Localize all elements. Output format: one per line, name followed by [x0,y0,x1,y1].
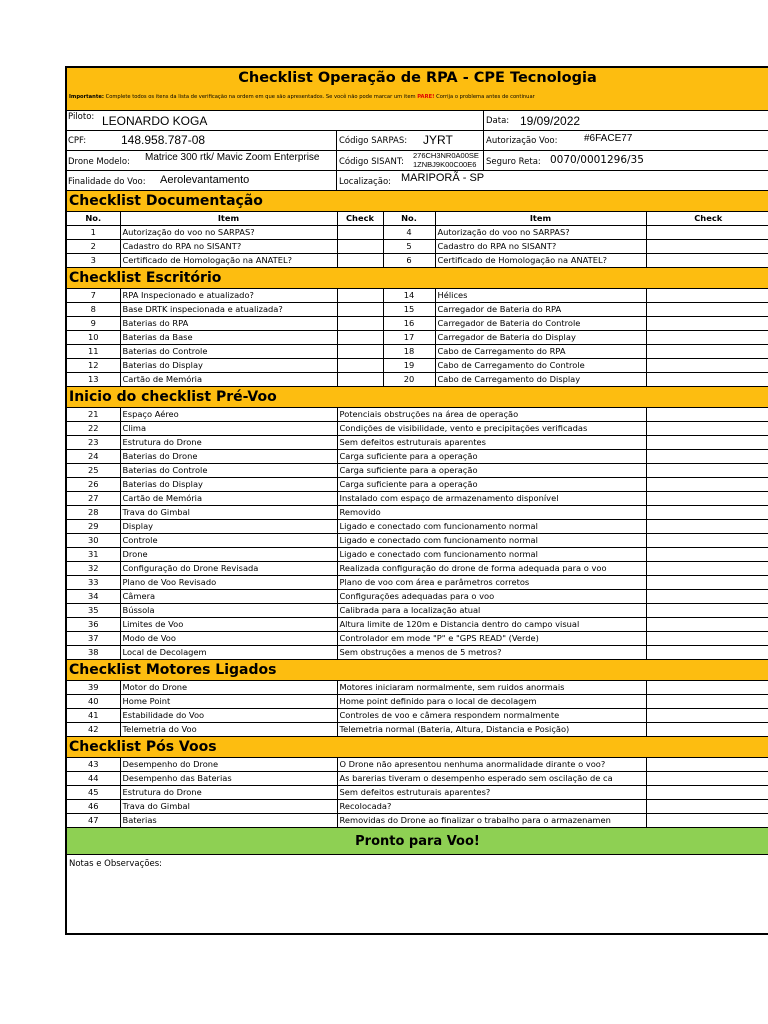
table-row [67,464,768,478]
item-number: 29 [67,520,120,534]
check-cell[interactable] [646,422,768,436]
item-label: Drone [120,548,337,562]
info-row-finalidade [67,171,768,191]
item-number: 5 [383,240,435,254]
table-row [67,408,768,422]
item-label: Carregador de Bateria do RPA [435,303,646,317]
item-number: 36 [67,618,120,632]
check-cell[interactable] [646,226,768,240]
table-row [67,506,768,520]
item-label: Cabo de Carregamento do Display [435,373,646,387]
check-cell[interactable] [646,772,768,786]
col-item: Item [435,212,646,226]
check-cell[interactable] [646,632,768,646]
item-label: Baterias do RPA [120,317,337,331]
table-row [67,618,768,632]
check-cell[interactable] [646,723,768,737]
col-check: Check [646,212,768,226]
item-number: 46 [67,800,120,814]
item-number: 20 [383,373,435,387]
table-row [67,681,768,695]
item-description: Sem defeitos estruturais aparentes? [337,786,646,800]
section-posvoo: Checklist Pós Voos [67,737,768,758]
item-number: 13 [67,373,120,387]
item-description: Telemetria normal (Bateria, Altura, Distancia e Posição) [337,723,646,737]
sheet-title: Checklist Operação de RPA - CPE Tecnologia [238,70,597,86]
table-row [67,576,768,590]
table-row [67,226,768,240]
table-row [67,492,768,506]
item-number: 42 [67,723,120,737]
check-cell[interactable] [337,359,383,373]
item-number: 23 [67,436,120,450]
item-label: Desempenho do Drone [120,758,337,772]
item-number: 1 [67,226,120,240]
item-number: 33 [67,576,120,590]
item-label: RPA Inspecionado e atualizado? [120,289,337,303]
notas-field[interactable] [67,855,768,873]
table-row [67,723,768,737]
item-label: Telemetria do Voo [120,723,337,737]
item-label: Limites de Voo [120,618,337,632]
item-label: Display [120,520,337,534]
item-number: 43 [67,758,120,772]
table-row [67,604,768,618]
check-cell[interactable] [646,576,768,590]
check-cell[interactable] [646,464,768,478]
item-label: Cartão de Memória [120,492,337,506]
item-label: Home Point [120,695,337,709]
pronto-para-voo-banner: Pronto para Voo! [67,828,768,855]
item-label: Controle [120,534,337,548]
item-number: 16 [383,317,435,331]
item-label: Baterias [120,814,337,828]
escritorio-table [67,289,768,387]
col-no: No. [67,212,120,226]
item-description: Carga suficiente para a operação [337,450,646,464]
check-cell[interactable] [646,786,768,800]
col-check: Check [337,212,383,226]
check-cell[interactable] [646,758,768,772]
table-row [67,646,768,660]
autorizacao-field[interactable]: Autorização Voo: #6FACE77 [486,133,633,146]
item-number: 21 [67,408,120,422]
item-number: 39 [67,681,120,695]
check-cell[interactable] [646,695,768,709]
item-description: Calibrada para a localização atual [337,604,646,618]
col-no: No. [383,212,435,226]
item-number: 40 [67,695,120,709]
check-cell[interactable] [646,800,768,814]
item-number: 6 [383,254,435,268]
check-cell[interactable] [646,240,768,254]
item-number: 31 [67,548,120,562]
item-number: 2 [67,240,120,254]
check-cell[interactable] [337,303,383,317]
item-description: Recolocada? [337,800,646,814]
item-label: Carregador de Bateria do Display [435,331,646,345]
item-label: Bússola [120,604,337,618]
check-cell[interactable] [646,604,768,618]
item-label: Espaço Aéreo [120,408,337,422]
item-label: Baterias do Display [120,359,337,373]
table-row [67,814,768,828]
check-cell[interactable] [646,345,768,359]
item-label: Baterias do Drone [120,450,337,464]
table-row [67,436,768,450]
item-number: 25 [67,464,120,478]
item-number: 17 [383,331,435,345]
table-row [67,800,768,814]
item-label: Baterias do Controle [120,345,337,359]
check-cell[interactable] [337,226,383,240]
section-escritorio: Checklist Escritório [67,268,768,289]
check-cell[interactable] [646,618,768,632]
cpf-field[interactable]: CPF: 148.958.787-08 [67,131,337,150]
sarpas-field[interactable]: Código SARPAS: JYRT [337,131,484,150]
item-label: Hélices [435,289,646,303]
table-row [67,548,768,562]
check-cell[interactable] [646,492,768,506]
item-number: 26 [67,478,120,492]
check-cell[interactable] [646,436,768,450]
data-field[interactable]: Data: 19/09/2022 [486,114,581,128]
table-row [67,590,768,604]
table-row [67,373,768,387]
check-cell[interactable] [646,814,768,828]
sisant-field[interactable]: Código SISANT: 276CH3NR0A00SE 1ZNBJ9K00C00E6 [337,151,484,170]
check-cell[interactable] [646,373,768,387]
motores-table [67,681,768,737]
finalidade-field[interactable]: Finalidade do Voo: Aerolevantamento [67,171,337,190]
check-cell[interactable] [646,534,768,548]
check-cell[interactable] [337,373,383,387]
modelo-field[interactable]: Drone Modelo: Matrice 300 rtk/ Mavic Zoom Enterprise [67,151,337,170]
item-number: 22 [67,422,120,436]
table-row [67,345,768,359]
item-number: 3 [67,254,120,268]
table-row [67,695,768,709]
check-cell[interactable] [646,408,768,422]
item-description: Removido [337,506,646,520]
item-description: Configurações adequadas para o voo [337,590,646,604]
info-row-cpf [67,131,768,151]
notas-label: Notas e Observações: [69,859,163,869]
item-number: 12 [67,359,120,373]
table-row [67,772,768,786]
item-label: Autorização do voo no SARPAS? [120,226,337,240]
item-label: Cadastro do RPA no SISANT? [120,240,337,254]
item-label: Cabo de Carregamento do Controle [435,359,646,373]
item-label: Câmera [120,590,337,604]
item-number: 28 [67,506,120,520]
check-cell[interactable] [646,646,768,660]
item-label: Clima [120,422,337,436]
item-label: Baterias da Base [120,331,337,345]
col-item: Item [120,212,337,226]
check-cell[interactable] [646,590,768,604]
item-description: Ligado e conectado com funcionamento normal [337,534,646,548]
item-number: 14 [383,289,435,303]
item-number: 47 [67,814,120,828]
item-number: 41 [67,709,120,723]
table-row [67,632,768,646]
table-row [67,520,768,534]
item-label: Estrutura do Drone [120,786,337,800]
item-label: Certificado de Homologação na ANATEL? [120,254,337,268]
item-number: 37 [67,632,120,646]
item-description: As barerias tiveram o desempenho esperado sem oscilação de ca [337,772,646,786]
item-description: Realizada configuração do drone de forma adequada para o voo [337,562,646,576]
checklist-sheet [65,66,768,935]
item-label: Desempenho das Baterias [120,772,337,786]
item-number: 7 [67,289,120,303]
item-description: Carga suficiente para a operação [337,464,646,478]
item-description: Potenciais obstruções na área de operação [337,408,646,422]
localizacao-field[interactable]: Localização: MARIPORÃ - SP [339,172,485,187]
item-description: O Drone não apresentou nenhuma anormalidade dirante o voo? [337,758,646,772]
table-row [67,240,768,254]
item-number: 8 [67,303,120,317]
item-number: 9 [67,317,120,331]
item-number: 35 [67,604,120,618]
item-label: Estrutura do Drone [120,436,337,450]
seguro-field[interactable]: Seguro Reta: 0070/0001296/35 [486,154,644,167]
check-cell[interactable] [646,548,768,562]
documentacao-table [67,212,768,268]
item-label: Base DRTK inspecionada e atualizada? [120,303,337,317]
table-row [67,289,768,303]
check-cell[interactable] [646,681,768,695]
check-cell[interactable] [646,520,768,534]
item-description: Controlador em mode "P" e "GPS READ" (Verde) [337,632,646,646]
item-label: Configuração do Drone Revisada [120,562,337,576]
check-cell[interactable] [646,359,768,373]
item-label: Certificado de Homologação na ANATEL? [435,254,646,268]
item-label: Autorização do voo no SARPAS? [435,226,646,240]
posvoo-table [67,758,768,828]
check-cell[interactable] [646,450,768,464]
table-row [67,422,768,436]
table-row [67,478,768,492]
item-number: 10 [67,331,120,345]
item-label: Baterias do Controle [120,464,337,478]
table-row [67,534,768,548]
item-number: 45 [67,786,120,800]
check-cell[interactable] [646,709,768,723]
item-description: Removidas do Drone ao finalizar o trabalho para o armazenamen [337,814,646,828]
check-cell[interactable] [646,303,768,317]
table-row [67,786,768,800]
item-label: Carregador de Bateria do Controle [435,317,646,331]
item-number: 19 [383,359,435,373]
item-label: Baterias do Display [120,478,337,492]
section-documentacao: Checklist Documentação [67,191,768,212]
item-description: Instalado com espaço de armazenamento disponível [337,492,646,506]
check-cell[interactable] [646,254,768,268]
important-note: Importante: Complete todos os itens da lista de verificação na ordem em que são apresentados. Se você não pode marcar um item PARE! Corrija o problema antes de continuar [69,94,535,100]
check-cell[interactable] [337,289,383,303]
item-description: Home point definido para o local de decolagem [337,695,646,709]
item-description: Sem obstruções a menos de 5 metros? [337,646,646,660]
sheet-header [67,68,768,111]
info-row-modelo [67,151,768,171]
item-label: Cadastro do RPA no SISANT? [435,240,646,254]
check-cell[interactable] [646,331,768,345]
table-row [67,562,768,576]
item-number: 15 [383,303,435,317]
item-number: 18 [383,345,435,359]
section-prevoo: Inicio do checklist Pré-Voo [67,387,768,408]
check-cell[interactable] [337,345,383,359]
item-number: 34 [67,590,120,604]
item-number: 32 [67,562,120,576]
item-description: Ligado e conectado com funcionamento normal [337,548,646,562]
table-row [67,303,768,317]
item-number: 30 [67,534,120,548]
item-description: Ligado e conectado com funcionamento normal [337,520,646,534]
check-cell[interactable] [646,317,768,331]
prevoo-table [67,408,768,660]
item-number: 44 [67,772,120,786]
item-label: Plano de Voo Revisado [120,576,337,590]
item-number: 24 [67,450,120,464]
check-cell[interactable] [337,317,383,331]
item-label: Motor do Drone [120,681,337,695]
check-cell[interactable] [337,254,383,268]
table-row [67,331,768,345]
item-label: Trava do Gimbal [120,800,337,814]
item-number: 38 [67,646,120,660]
check-cell[interactable] [646,562,768,576]
table-row [67,450,768,464]
item-number: 27 [67,492,120,506]
info-row-piloto [67,111,768,131]
check-cell[interactable] [337,331,383,345]
item-description: Plano de voo com área e parâmetros corretos [337,576,646,590]
check-cell[interactable] [646,506,768,520]
item-label: Estabilidade do Voo [120,709,337,723]
item-label: Trava do Gimbal [120,506,337,520]
section-motores: Checklist Motores Ligados [67,660,768,681]
item-label: Cartão de Memória [120,373,337,387]
item-number: 11 [67,345,120,359]
item-label: Modo de Voo [120,632,337,646]
check-cell[interactable] [646,289,768,303]
item-description: Motores iniciaram normalmente, sem ruidos anormais [337,681,646,695]
item-description: Sem defeitos estruturais aparentes [337,436,646,450]
table-row [67,317,768,331]
check-cell[interactable] [337,240,383,254]
table-row [67,254,768,268]
check-cell[interactable] [646,478,768,492]
item-number: 4 [383,226,435,240]
item-description: Condições de visibilidade, vento e precipitações verificadas [337,422,646,436]
piloto-field[interactable]: Piloto: LEONARDO KOGA [67,111,484,130]
table-row [67,758,768,772]
item-description: Altura limite de 120m e Distancia dentro do campo visual [337,618,646,632]
item-description: Controles de voo e câmera respondem normalmente [337,709,646,723]
table-row [67,709,768,723]
item-description: Carga suficiente para a operação [337,478,646,492]
table-row [67,359,768,373]
item-label: Local de Decolagem [120,646,337,660]
item-label: Cabo de Carregamento do RPA [435,345,646,359]
